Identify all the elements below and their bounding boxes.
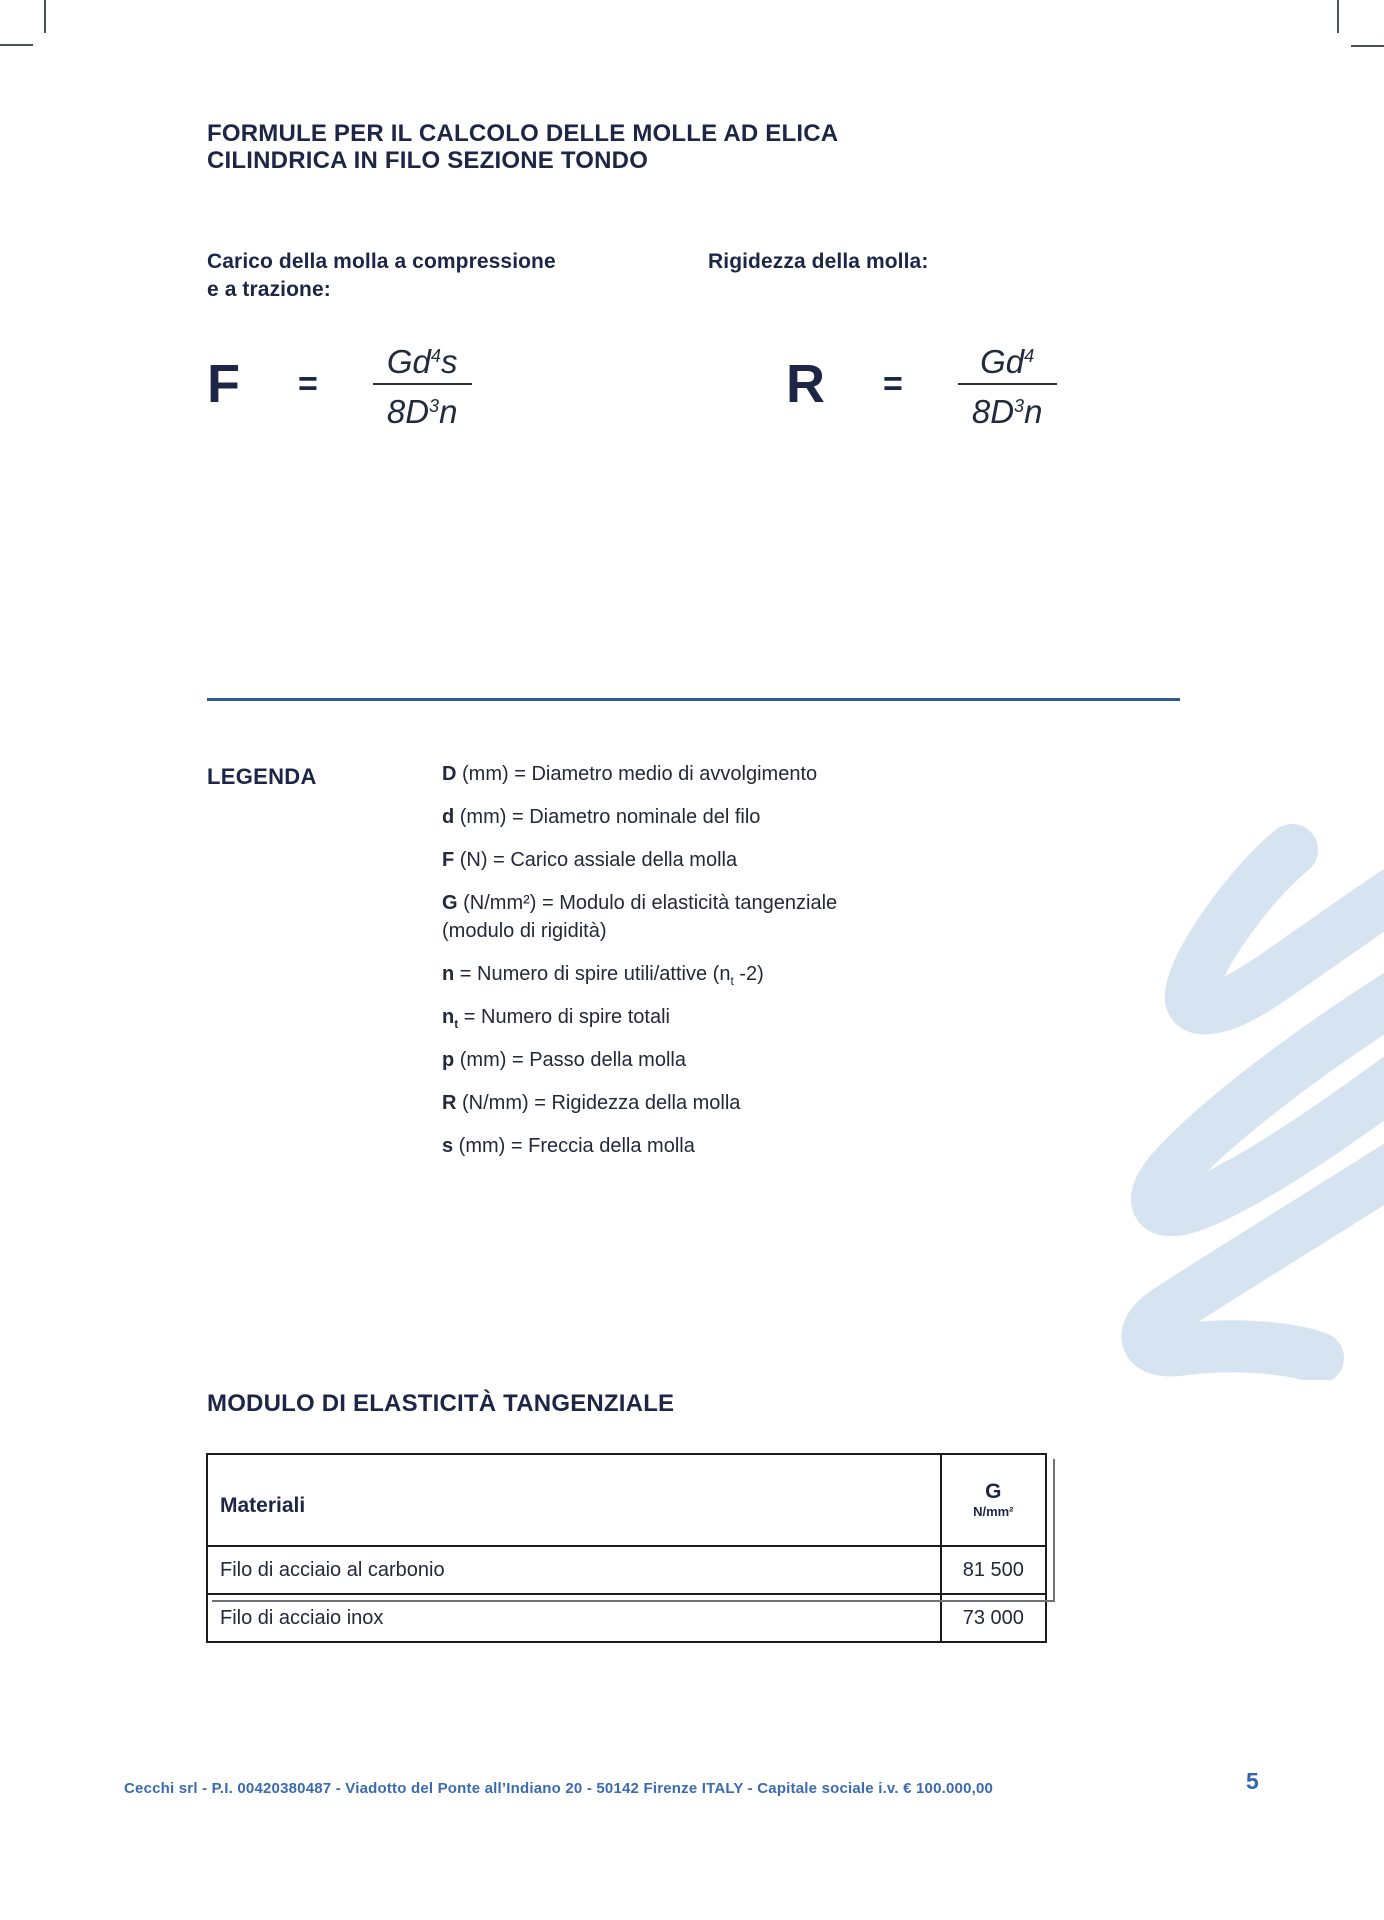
section-divider-line bbox=[207, 698, 1180, 701]
legend-item-segment: G bbox=[442, 892, 458, 914]
footer-company-info: Cecchi srl - P.I. 00420380487 - Viadotto del Ponte all’Indiano 20 - 50142 Firenze ITALY - Capitale sociale i.v. € 100.000,00 bbox=[124, 1780, 994, 1797]
legend-item-segment: (mm) = Diametro medio di avvolgimento bbox=[456, 763, 818, 785]
formula-r-denominator-exponent: 3 bbox=[1014, 396, 1025, 416]
legend-item bbox=[442, 1003, 962, 1031]
shear-modulus-heading: MODULO DI ELASTICITÀ TANGENZIALE bbox=[207, 1390, 675, 1417]
formula-load-F bbox=[207, 326, 472, 442]
formula-f-equals: = bbox=[298, 365, 318, 403]
formula-f-denominator: $8D^3n$ bbox=[386, 392, 458, 430]
g-value-cell: 73 000 bbox=[941, 1594, 1046, 1642]
formula-r-numerator: Gd$^4$ bbox=[980, 343, 1035, 380]
formula-stiffness-R bbox=[786, 326, 1057, 442]
legend-item bbox=[442, 846, 962, 874]
formula-r-numerator-exponent: 4 bbox=[1024, 346, 1035, 367]
formula-f-denominator-exponent: 3 bbox=[429, 396, 440, 416]
page-title-line2: CILINDRICA IN FILO SEZIONE TONDO bbox=[207, 147, 649, 174]
page-number: 5 bbox=[1246, 1768, 1259, 1794]
legend-item bbox=[442, 889, 962, 945]
legend-item bbox=[442, 760, 962, 788]
legend-item-segment: t bbox=[730, 974, 734, 988]
legend-item-segment: (N/mm) = Rigidezza della molla bbox=[456, 1092, 741, 1114]
table-body bbox=[207, 1546, 1046, 1642]
material-cell: Filo di acciaio inox bbox=[207, 1594, 941, 1642]
legend-item-segment: (modulo di rigidità) bbox=[442, 920, 607, 942]
legend-item bbox=[442, 960, 962, 988]
g-column-header-symbol: G bbox=[985, 1480, 1002, 1503]
table-shadow-right bbox=[1053, 1459, 1055, 1602]
material-cell: Filo di acciaio al carbonio bbox=[207, 1546, 941, 1594]
table-row bbox=[207, 1546, 1046, 1594]
legend-item bbox=[442, 1046, 962, 1074]
formula-r-denominator: $8D^3n$ bbox=[971, 392, 1043, 430]
legend-item bbox=[442, 1089, 962, 1117]
compression-load-label-line1: Carico della molla a compressione bbox=[207, 250, 556, 273]
legend-item-segment: = Numero di spire utili/attive (n bbox=[454, 963, 731, 985]
legend-item-segment: (mm) = Freccia della molla bbox=[453, 1135, 695, 1157]
page-title bbox=[207, 120, 838, 174]
formula-r-symbol: R bbox=[786, 354, 825, 414]
legend-item-segment: p bbox=[442, 1049, 455, 1071]
g-column-header bbox=[941, 1454, 1046, 1546]
table-header-row bbox=[207, 1454, 1046, 1546]
legend-item-segment: (N/mm²) = Modulo di elasticità tangenziale bbox=[457, 892, 838, 914]
crop-mark-top-left-horizontal bbox=[0, 44, 33, 46]
crop-mark-top-right-vertical bbox=[1337, 0, 1339, 33]
legend-item-segment: n bbox=[442, 1006, 455, 1028]
legend-item-segment: s bbox=[442, 1135, 454, 1157]
formula-f-numerator-exponent: 4 bbox=[430, 346, 441, 367]
compression-load-label bbox=[207, 248, 556, 304]
legend-item bbox=[442, 1132, 962, 1160]
legend-item-segment: R bbox=[442, 1092, 457, 1114]
legend-items bbox=[442, 760, 962, 1175]
legend-item-segment: (mm) = Diametro nominale del filo bbox=[454, 806, 761, 828]
formula-f-fraction bbox=[373, 337, 472, 431]
legend-item-segment: t bbox=[454, 1017, 459, 1031]
crop-mark-top-left-vertical bbox=[44, 0, 46, 33]
compression-load-label-line2: e a trazione: bbox=[207, 278, 331, 301]
formula-f-numerator: Gd$^4$s bbox=[386, 343, 458, 380]
materials-column-header: Materiali bbox=[207, 1454, 941, 1546]
stiffness-label: Rigidezza della molla: bbox=[708, 250, 929, 273]
formula-f-symbol: F bbox=[207, 354, 240, 414]
g-value-cell: 81 500 bbox=[941, 1546, 1046, 1594]
spring-scribble-graphic bbox=[1064, 820, 1384, 1380]
legend-item-segment: F bbox=[442, 849, 455, 871]
legend-item-segment: D bbox=[442, 763, 457, 785]
shear-modulus-table bbox=[206, 1453, 1047, 1643]
legend-item bbox=[442, 803, 962, 831]
legend-item-segment: = Numero di spire totali bbox=[458, 1006, 670, 1028]
legend-item-segment: (mm) = Passo della molla bbox=[454, 1049, 686, 1071]
legend-item-segment: -2) bbox=[733, 963, 764, 985]
legend-item-segment: n bbox=[442, 963, 455, 985]
legend-item-segment: d bbox=[442, 806, 455, 828]
formula-r-equals: = bbox=[883, 365, 903, 403]
legend-item-segment: (N) = Carico assiale della molla bbox=[454, 849, 738, 871]
page-title-line1: FORMULE PER IL CALCOLO DELLE MOLLE AD ELICA bbox=[207, 120, 839, 147]
table-shadow-bottom bbox=[212, 1600, 1055, 1602]
formula-f-fraction-bar bbox=[373, 383, 472, 385]
g-column-header-unit: N/mm² bbox=[973, 1504, 1014, 1519]
formula-r-fraction bbox=[958, 337, 1057, 431]
legend-heading: LEGENDA bbox=[207, 764, 317, 789]
formula-r-fraction-bar bbox=[958, 383, 1057, 385]
crop-mark-top-right-horizontal bbox=[1351, 45, 1384, 47]
